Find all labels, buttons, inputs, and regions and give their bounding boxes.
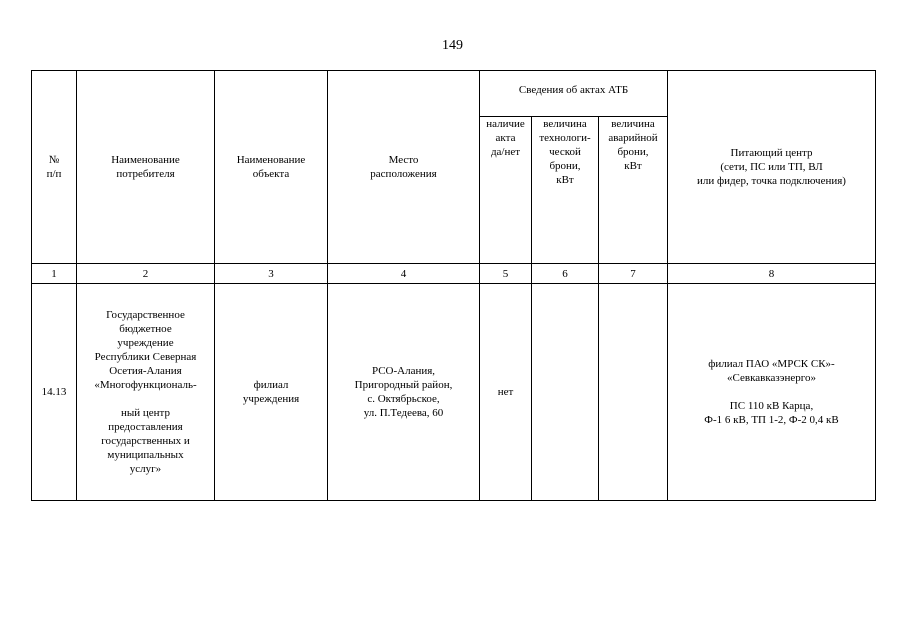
col-number-4: 4 xyxy=(328,264,480,284)
header-tech: величина технологи- ческой брони, кВт xyxy=(532,117,599,264)
row-object: филиал учреждения xyxy=(215,284,328,501)
header-num: № п/п xyxy=(32,71,77,264)
header-emergency: величина аварийной брони, кВт xyxy=(599,117,668,264)
row-center: филиал ПАО «МРСК СК»- «Севкавказэнерго» ПС 110 кВ Карца, Ф-1 6 кВ, ТП 1-2, Ф-2 0,4 кВ xyxy=(668,284,876,501)
row-num: 14.13 xyxy=(32,284,77,501)
header-consumer: Наименование потребителя xyxy=(77,71,215,264)
header-atb-group: Сведения об актах АТБ xyxy=(480,71,668,117)
header-object: Наименование объекта xyxy=(215,71,328,264)
col-number-7: 7 xyxy=(599,264,668,284)
row-location: РСО-Алания, Пригородный район, с. Октябрьское, ул. П.Тедеева, 60 xyxy=(328,284,480,501)
header-location: Место расположения xyxy=(328,71,480,264)
page-number: 149 xyxy=(442,38,463,53)
row-consumer: Государственное бюджетное учреждение Республики Северная Осетия-Алания «Многофункциональ- ный центр предоставления государственных и муниципальных услуг» xyxy=(77,284,215,501)
col-number-3: 3 xyxy=(215,264,328,284)
col-number-1: 1 xyxy=(32,264,77,284)
col-number-8: 8 xyxy=(668,264,876,284)
col-number-6: 6 xyxy=(532,264,599,284)
row-tech xyxy=(532,284,599,501)
col-number-2: 2 xyxy=(77,264,215,284)
header-act: наличие акта да/нет xyxy=(480,117,532,264)
atb-table xyxy=(31,70,876,501)
header-center: Питающий центр (сети, ПС или ТП, ВЛ или фидер, точка подключения) xyxy=(668,71,876,264)
row-act: нет xyxy=(480,284,532,501)
table-row xyxy=(32,284,876,501)
col-number-5: 5 xyxy=(480,264,532,284)
row-emergency xyxy=(599,284,668,501)
